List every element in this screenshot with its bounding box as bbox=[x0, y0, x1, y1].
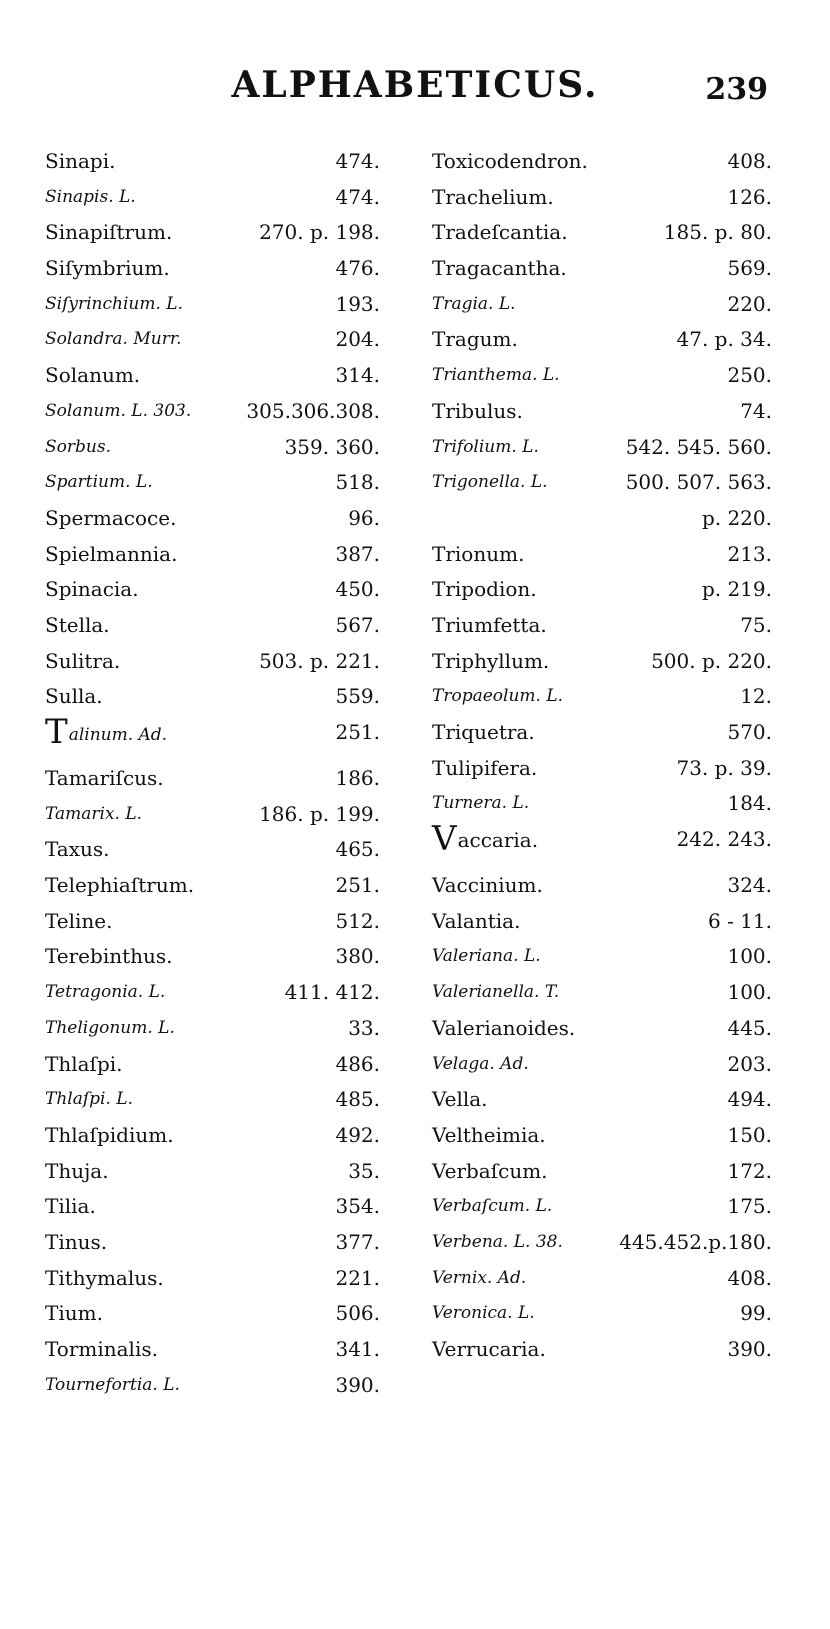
entry-name: Spielmannia. bbox=[45, 541, 178, 566]
entry-page-ref: 35. bbox=[348, 1158, 380, 1183]
index-entry bbox=[432, 608, 772, 644]
entry-page-ref: 186. p. 199. bbox=[259, 801, 380, 826]
index-entry bbox=[432, 715, 772, 751]
entry-page-ref: 465. bbox=[335, 837, 380, 862]
index-entry bbox=[432, 465, 772, 501]
entry-name: Valeriana. L. bbox=[432, 946, 541, 967]
entry-page-ref: 445. bbox=[727, 1015, 772, 1040]
index-entry bbox=[432, 939, 772, 975]
entry-name: Tribulus. bbox=[432, 398, 523, 423]
entry-page-ref: 567. bbox=[335, 612, 380, 637]
index-entry bbox=[432, 180, 772, 216]
drop-capital: T bbox=[45, 712, 68, 752]
entry-name: Teline. bbox=[45, 908, 113, 933]
entry-name: Tripodion. bbox=[432, 577, 537, 602]
entry-name: Spinacia. bbox=[45, 577, 139, 602]
index-entry bbox=[432, 1154, 772, 1190]
entry-name bbox=[45, 712, 168, 754]
index-entry bbox=[45, 1368, 380, 1404]
entry-name: Tetragonia. L. bbox=[45, 982, 166, 1003]
index-entry bbox=[45, 1261, 380, 1297]
index-entry bbox=[45, 287, 380, 323]
entry-name: Sulitra. bbox=[45, 648, 121, 673]
entry-name: Tropaeolum. L. bbox=[432, 686, 564, 707]
entry-name: Spartium. L. bbox=[45, 472, 153, 493]
entry-name: Spermacoce. bbox=[45, 505, 177, 530]
entry-page-ref: 172. bbox=[727, 1158, 772, 1183]
entry-name: Turnera. L. bbox=[432, 793, 530, 814]
entry-name: Taxus. bbox=[45, 837, 110, 862]
entry-page-ref: 377. bbox=[335, 1229, 380, 1254]
entry-page-ref: 184. bbox=[727, 791, 772, 816]
index-entry bbox=[45, 644, 380, 680]
entry-name: Sinapiſtrum. bbox=[45, 220, 173, 245]
entry-page-ref: 100. bbox=[727, 944, 772, 969]
entry-name: Triquetra. bbox=[432, 720, 535, 744]
entry-name: Tamarix. L. bbox=[45, 803, 143, 824]
entry-name: Torminalis. bbox=[45, 1337, 158, 1361]
entry-name: Vernix. Ad. bbox=[432, 1267, 527, 1288]
entry-name: Triumfetta. bbox=[432, 612, 547, 637]
index-entry bbox=[432, 1261, 772, 1297]
entry-name: Sinapis. L. bbox=[45, 186, 136, 207]
index-entry bbox=[45, 1332, 380, 1368]
index-entry bbox=[432, 1225, 772, 1261]
entry-name: Tium. bbox=[45, 1301, 103, 1326]
entry-page-ref: 33. bbox=[348, 1015, 380, 1040]
entry-page-ref: 242. 243. bbox=[676, 827, 772, 852]
entry-name: Valantia. bbox=[432, 908, 521, 933]
entry-page-ref: 354. bbox=[335, 1194, 380, 1219]
index-entry bbox=[45, 797, 380, 833]
entry-page-ref: 411. 412. bbox=[284, 980, 380, 1005]
index-entry bbox=[432, 1047, 772, 1083]
index-entry bbox=[45, 904, 380, 940]
entry-page-ref: 6 - 11. bbox=[707, 908, 772, 933]
entry-name: Trianthema. L. bbox=[432, 365, 560, 386]
entry-name: Trionum. bbox=[432, 541, 525, 566]
entry-page-ref: 73. p. 39. bbox=[676, 755, 772, 780]
entry-page-ref: 203. bbox=[727, 1051, 772, 1076]
entry-name: Solandra. Murr. bbox=[45, 329, 182, 350]
entry-name: Trachelium. bbox=[432, 184, 554, 209]
page-number: 239 bbox=[705, 72, 768, 107]
entry-page-ref: 314. bbox=[335, 363, 380, 388]
entry-page-ref: 193. bbox=[335, 291, 380, 316]
entry-name: Tragia. L. bbox=[432, 293, 516, 314]
entry-page-ref: 341. bbox=[335, 1337, 380, 1361]
entry-page-ref: 47. p. 34. bbox=[676, 327, 772, 352]
entry-name: Triphyllum. bbox=[432, 648, 550, 673]
entry-page-ref: 474. bbox=[335, 149, 380, 173]
index-entry bbox=[45, 251, 380, 287]
entry-page-ref: 500. p. 220. bbox=[651, 648, 772, 673]
index-entry bbox=[45, 537, 380, 573]
index-entry bbox=[432, 322, 772, 358]
entry-page-ref: 542. 545. 560. bbox=[625, 434, 772, 459]
index-column-left bbox=[45, 144, 380, 1403]
index-column-right bbox=[432, 144, 772, 1368]
entry-name: Solanum. L. 303. bbox=[45, 400, 192, 421]
entry-page-ref: 100. bbox=[727, 980, 772, 1005]
index-entry bbox=[45, 322, 380, 358]
index-entry bbox=[45, 215, 380, 251]
index-entry bbox=[432, 430, 772, 466]
index-entry bbox=[45, 465, 380, 501]
entry-name: Siſymbrium. bbox=[45, 256, 170, 281]
entry-name: Trifolium. L. bbox=[432, 436, 539, 457]
index-entry bbox=[45, 1011, 380, 1047]
entry-name: Velaga. Ad. bbox=[432, 1053, 529, 1074]
entry-name: Sulla. bbox=[45, 684, 103, 709]
entry-page-ref: 569. bbox=[727, 256, 772, 281]
index-entry bbox=[432, 1296, 772, 1332]
index-entry bbox=[45, 1189, 380, 1225]
entry-name: Thlaſpidium. bbox=[45, 1122, 174, 1147]
entry-page-ref: 474. bbox=[335, 184, 380, 209]
entry-page-ref: 559. bbox=[335, 684, 380, 709]
entry-page-ref: 500. 507. 563. bbox=[625, 470, 772, 495]
index-entry bbox=[45, 975, 380, 1011]
index-entry bbox=[45, 358, 380, 394]
index-entry bbox=[432, 287, 772, 323]
index-entry bbox=[432, 537, 772, 573]
index-entry bbox=[45, 712, 380, 761]
index-entry bbox=[432, 572, 772, 608]
entry-name: Thuja. bbox=[45, 1158, 109, 1183]
entry-page-ref: 221. bbox=[335, 1265, 380, 1290]
entry-name: Tulipifera. bbox=[432, 755, 538, 780]
index-entry bbox=[432, 1189, 772, 1225]
entry-name: Verrucaria. bbox=[432, 1337, 546, 1361]
entry-page-ref: 506. bbox=[335, 1301, 380, 1326]
entry-page-ref: 494. bbox=[727, 1087, 772, 1112]
drop-capital: V bbox=[432, 819, 457, 860]
entry-name: Verbaſcum. L. bbox=[432, 1196, 553, 1217]
index-entry bbox=[432, 786, 772, 822]
index-entry bbox=[45, 1047, 380, 1083]
page-header bbox=[0, 64, 830, 114]
entry-page-ref: p. 220. bbox=[701, 505, 772, 530]
entry-page-ref: 445.452.p.180. bbox=[619, 1229, 772, 1254]
entry-page-ref: 518. bbox=[335, 470, 380, 495]
entry-name: Sinapi. bbox=[45, 149, 116, 173]
entry-page-ref: 150. bbox=[727, 1122, 772, 1147]
index-entry bbox=[432, 251, 772, 287]
entry-name: Siſyrinchium. L. bbox=[45, 293, 183, 314]
entry-page-ref: 186. bbox=[335, 766, 380, 790]
index-entry bbox=[45, 144, 380, 180]
entry-page-ref: 450. bbox=[335, 577, 380, 602]
index-entry bbox=[432, 904, 772, 940]
entry-name: Solanum. bbox=[45, 363, 141, 388]
index-entry bbox=[45, 608, 380, 644]
entry-name: Veronica. L. bbox=[432, 1303, 535, 1324]
entry-page-ref: 486. bbox=[335, 1051, 380, 1076]
entry-name: Tilia. bbox=[45, 1194, 96, 1219]
entry-name: Verbaſcum. bbox=[432, 1158, 548, 1183]
entry-page-ref: 408. bbox=[727, 1265, 772, 1290]
index-entry bbox=[45, 1225, 380, 1261]
entry-page-ref: 408. bbox=[727, 149, 772, 173]
entry-name: Tamariſcus. bbox=[45, 766, 164, 790]
entry-page-ref: 512. bbox=[335, 908, 380, 933]
index-entry bbox=[432, 215, 772, 251]
entry-name: Veltheimia. bbox=[432, 1122, 546, 1147]
entry-name: Tournefortia. L. bbox=[45, 1374, 180, 1395]
entry-page-ref: 492. bbox=[335, 1122, 380, 1147]
entry-name: Tinus. bbox=[45, 1229, 108, 1254]
index-entry bbox=[432, 868, 772, 904]
entry-name: Stella. bbox=[45, 612, 110, 637]
entry-page-ref: 476. bbox=[335, 256, 380, 281]
entry-page-ref: 390. bbox=[335, 1372, 380, 1397]
entry-page-ref: 74. bbox=[740, 398, 772, 423]
entry-page-ref: 251. bbox=[335, 873, 380, 898]
entry-page-ref: 251. bbox=[335, 720, 380, 744]
index-entry bbox=[45, 1154, 380, 1190]
entry-page-ref: 503. p. 221. bbox=[259, 648, 380, 673]
index-entry bbox=[432, 975, 772, 1011]
index-entry bbox=[432, 819, 772, 868]
index-entry bbox=[432, 1011, 772, 1047]
entry-name: Tradeſcantia. bbox=[432, 220, 568, 245]
entry-page-ref: 270. p. 198. bbox=[259, 220, 380, 245]
index-entry bbox=[432, 394, 772, 430]
entry-name: Tragacantha. bbox=[432, 256, 567, 281]
entry-page-ref: 305.306.308. bbox=[246, 398, 380, 423]
index-entry bbox=[45, 1296, 380, 1332]
index-entry bbox=[45, 761, 380, 797]
index-entry bbox=[432, 144, 772, 180]
index-entry bbox=[45, 939, 380, 975]
index-entry bbox=[45, 394, 380, 430]
index-entry bbox=[45, 572, 380, 608]
entry-name: Toxicodendron. bbox=[432, 149, 588, 173]
entry-name: Verbena. L. 38. bbox=[432, 1231, 563, 1252]
entry-name-rest: alinum. Ad. bbox=[68, 725, 168, 745]
index-entry bbox=[432, 501, 772, 537]
index-entry bbox=[45, 501, 380, 537]
index-entry bbox=[432, 1082, 772, 1118]
index-entry bbox=[432, 358, 772, 394]
entry-name: Tithymalus. bbox=[45, 1265, 164, 1290]
entry-name: Tragum. bbox=[432, 327, 518, 352]
entry-page-ref: 570. bbox=[727, 720, 772, 744]
entry-name: Valerianella. T. bbox=[432, 982, 560, 1003]
index-entry bbox=[45, 1082, 380, 1118]
index-entry bbox=[432, 679, 772, 715]
index-entry bbox=[45, 679, 380, 715]
entry-page-ref: 359. 360. bbox=[284, 434, 380, 459]
entry-page-ref: 75. bbox=[740, 612, 772, 637]
entry-page-ref: 387. bbox=[335, 541, 380, 566]
entry-page-ref: 204. bbox=[335, 327, 380, 352]
entry-page-ref: 250. bbox=[727, 363, 772, 388]
index-entry bbox=[432, 644, 772, 680]
entry-page-ref: p. 219. bbox=[701, 577, 772, 602]
entry-name: Telephiaſtrum. bbox=[45, 873, 195, 898]
index-entry bbox=[432, 1332, 772, 1368]
index-entry bbox=[432, 751, 772, 787]
page-title: ALPHABETICUS. bbox=[231, 64, 599, 106]
entry-page-ref: 324. bbox=[727, 873, 772, 898]
entry-page-ref: 12. bbox=[740, 684, 772, 709]
index-entry bbox=[45, 832, 380, 868]
entry-name: Sorbus. bbox=[45, 436, 111, 457]
entry-page-ref: 213. bbox=[727, 541, 772, 566]
index-entry bbox=[45, 180, 380, 216]
index-entry bbox=[45, 1118, 380, 1154]
entry-name: Theligonum. L. bbox=[45, 1017, 175, 1038]
index-entry bbox=[432, 1118, 772, 1154]
entry-page-ref: 220. bbox=[727, 291, 772, 316]
entry-name: Vaccinium. bbox=[432, 873, 543, 898]
entry-page-ref: 99. bbox=[740, 1301, 772, 1326]
entry-name: Thlaſpi. bbox=[45, 1051, 123, 1076]
entry-page-ref: 390. bbox=[727, 1337, 772, 1361]
entry-name: Terebinthus. bbox=[45, 944, 173, 969]
entry-name: Thlaſpi. L. bbox=[45, 1089, 133, 1110]
index-entry bbox=[45, 868, 380, 904]
entry-page-ref: 175. bbox=[727, 1194, 772, 1219]
entry-name: Valerianoides. bbox=[432, 1015, 576, 1040]
entry-name bbox=[432, 819, 539, 860]
index-entry bbox=[45, 430, 380, 466]
entry-name-rest: accaria. bbox=[457, 828, 539, 853]
entry-page-ref: 485. bbox=[335, 1087, 380, 1112]
entry-page-ref: 126. bbox=[727, 184, 772, 209]
entry-page-ref: 380. bbox=[335, 944, 380, 969]
entry-page-ref: 185. p. 80. bbox=[663, 220, 772, 245]
entry-name: Trigonella. L. bbox=[432, 472, 548, 493]
entry-name: Vella. bbox=[432, 1087, 488, 1112]
entry-page-ref: 96. bbox=[348, 505, 380, 530]
